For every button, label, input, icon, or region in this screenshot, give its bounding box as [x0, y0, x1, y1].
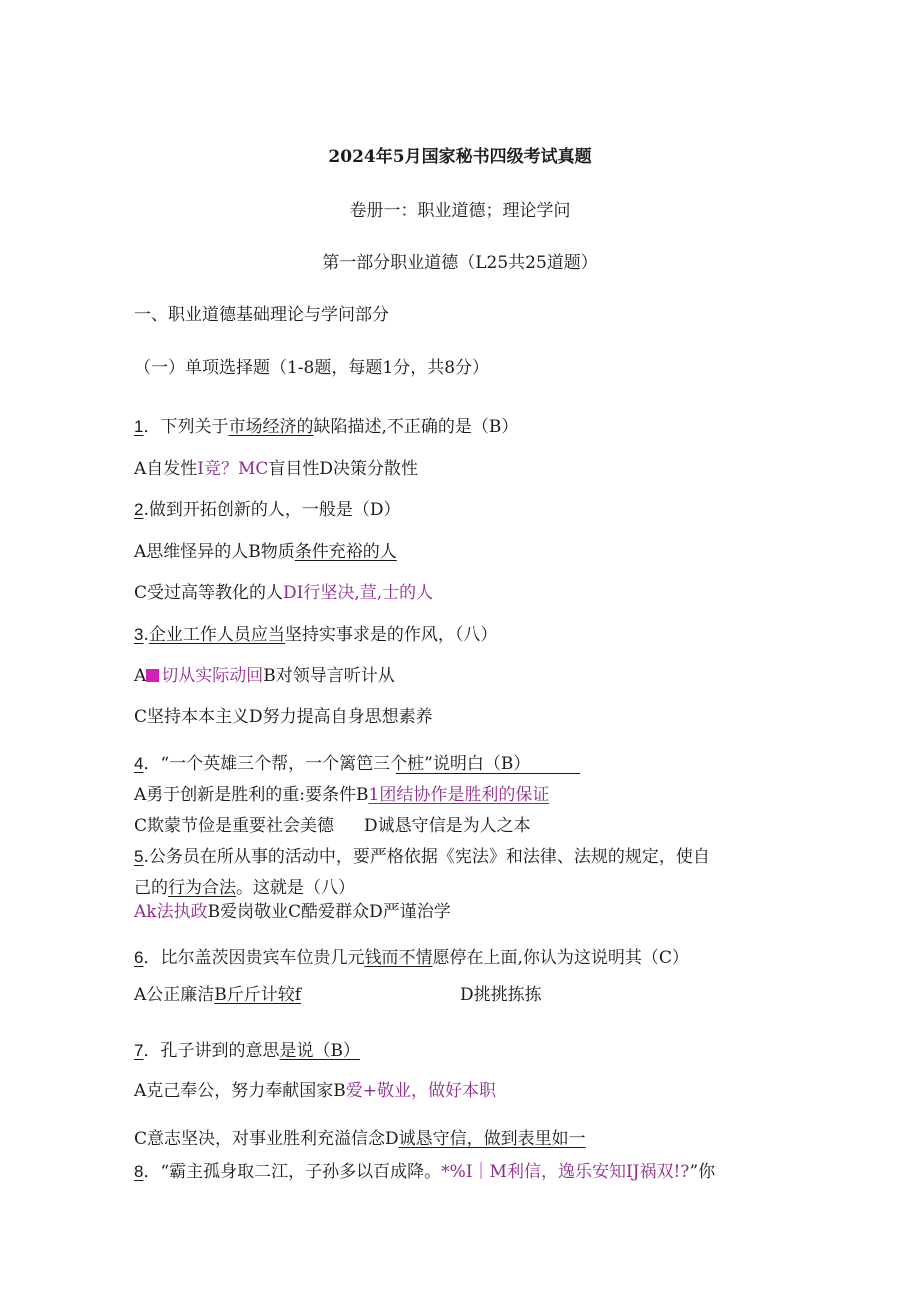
question-1: 1．下列关于市场经济的缺陷描述,不正确的是（B） — [134, 417, 519, 437]
question-7: 7．孔子讲到的意思是说（B） — [134, 1041, 360, 1061]
question-5-options: Ak法执政B爱岗敬业C酷爱群众D严谨治学 — [134, 902, 451, 922]
question-3-options-ab: A 切从实际动回B对领导言听计从 — [134, 666, 395, 686]
document-title: 2024年5月国家秘书四级考试真题 — [328, 147, 592, 167]
question-2: 2.做到开拓创新的人，一般是（D） — [134, 500, 401, 520]
question-8: 8．“霸主孤身取二江，子孙多以百成降。*%I｜M利信，逸乐安知IJ祸双!?”你 — [134, 1162, 716, 1182]
question-4-options-ab: A勇于创新是胜利的重:要条件B1团结协作是胜利的保证 — [134, 785, 550, 805]
question-number: 8 — [134, 1162, 144, 1181]
section-heading: 一、职业道德基础理论与学问部分 — [134, 305, 389, 325]
question-number: 4 — [134, 754, 144, 773]
question-number: 5 — [134, 847, 144, 866]
subsection-heading: （一）单项选择题（1-8题，每题1分，共8分） — [134, 358, 490, 378]
question-1-options: A自发性I竞？MC盲目性D决策分散性 — [134, 459, 419, 479]
question-number: 1 — [134, 417, 144, 436]
question-number: 2 — [134, 500, 144, 519]
part-heading: 第一部分职业道德（L25共25道题） — [322, 253, 598, 273]
underline-rule — [396, 773, 580, 774]
question-2-options-ab: A思维怪异的人B物质条件充裕的人 — [134, 542, 397, 562]
question-number: 3 — [134, 625, 144, 644]
question-4: 4．“一个英雄三个帮，一个篱笆三个桩”说明白（B） — [134, 754, 531, 774]
question-5-continued: 己的行为合法。这就是（八） — [134, 878, 355, 898]
question-3-options-cd: C坚持本本主义D努力提高自身思想素养 — [134, 707, 433, 727]
highlight-box-icon — [146, 669, 159, 682]
volume-heading: 卷册一：职业道德；理论学问 — [349, 201, 571, 221]
question-2-options-cd: C受过高等教化的人DI行坚决,荁,士的人 — [134, 583, 434, 603]
question-7-options-cd: C意志坚决，对事业胜利充溢信念D诚恳守信，做到表里如一 — [134, 1129, 586, 1149]
question-6-option-d: D挑挑拣拣 — [460, 985, 542, 1005]
question-4-options-cd: C欺蒙节俭是重要社会美德 D诚恳守信是为人之本 — [134, 816, 531, 836]
question-7-options-ab: A克己奉公，努力奉献国家B爱+敬业，做好本职 — [134, 1081, 497, 1101]
question-5: 5.公务员在所从事的活动中，要严格依据《宪法》和法律、法规的规定，使自 — [134, 847, 710, 867]
question-3: 3.企业工作人员应当坚持实事求是的作风，（八） — [134, 625, 498, 645]
question-6-options: A公正廉洁B斤斤计较f — [134, 985, 302, 1005]
question-6: 6．比尔盖茨因贵宾车位贵几元钱而不情愿停在上面,你认为这说明其（C） — [134, 948, 689, 968]
question-number: 6 — [134, 948, 144, 967]
question-number: 7 — [134, 1041, 144, 1060]
